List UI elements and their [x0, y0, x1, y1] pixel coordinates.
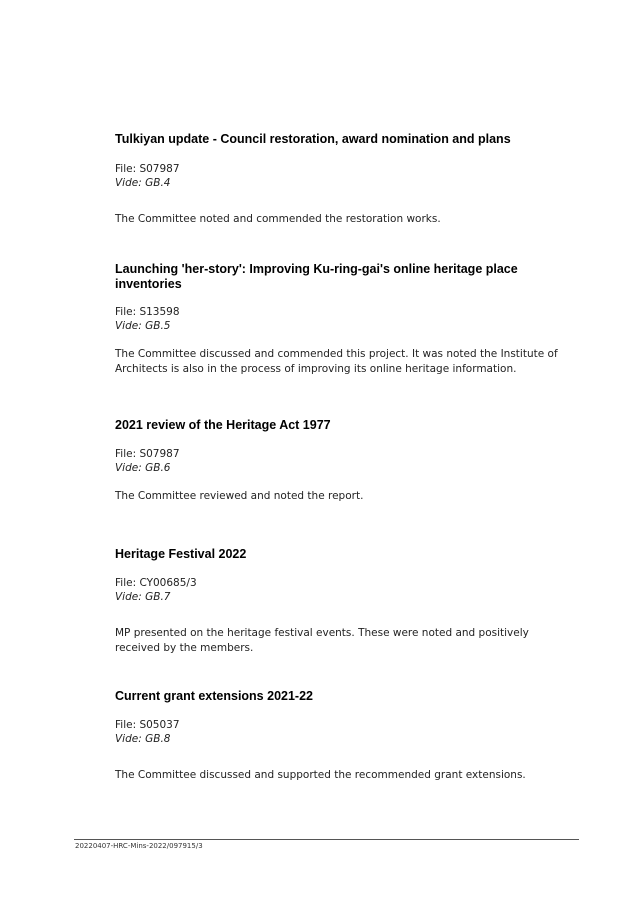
document-reference: 20220407-HRC-Mins-2022/097915/3	[75, 842, 203, 850]
footer-divider	[74, 839, 579, 840]
item-resolution: MP presented on the heritage festival events. These were noted and positively received by the members.	[115, 627, 529, 654]
vide-reference: Vide: GB.8	[115, 733, 171, 745]
item-heading: Heritage Festival 2022	[115, 547, 247, 561]
item-heading: 2021 review of the Heritage Act 1977	[115, 418, 331, 432]
file-reference: File: CY00685/3	[115, 577, 197, 589]
vide-reference: Vide: GB.4	[115, 177, 171, 189]
item-resolution: The Committee discussed and commended this project. It was noted the Institute of Architects is also in the process of improving its online heritage information.	[115, 348, 558, 375]
file-reference: File: S05037	[115, 719, 180, 731]
agenda-item-her-story	[115, 262, 565, 376]
agenda-item-tulkiyan	[115, 132, 565, 227]
agenda-item-heritage-act-review	[115, 418, 565, 504]
file-reference: File: S07987	[115, 448, 180, 460]
file-reference: File: S07987	[115, 163, 180, 175]
item-heading: Launching 'her-story': Improving Ku-ring-gai's online heritage place inventories	[115, 262, 518, 291]
agenda-item-grant-extensions	[115, 689, 565, 783]
item-resolution: The Committee noted and commended the restoration works.	[115, 213, 441, 225]
item-heading: Tulkiyan update - Council restoration, award nomination and plans	[115, 132, 511, 146]
vide-reference: Vide: GB.5	[115, 320, 171, 332]
item-resolution: The Committee reviewed and noted the report.	[115, 490, 364, 502]
item-resolution: The Committee discussed and supported the recommended grant extensions.	[115, 769, 526, 781]
vide-reference: Vide: GB.6	[115, 462, 171, 474]
vide-reference: Vide: GB.7	[115, 591, 171, 603]
agenda-item-heritage-festival	[115, 547, 565, 655]
file-reference: File: S13598	[115, 306, 180, 318]
item-heading: Current grant extensions 2021-22	[115, 689, 313, 703]
